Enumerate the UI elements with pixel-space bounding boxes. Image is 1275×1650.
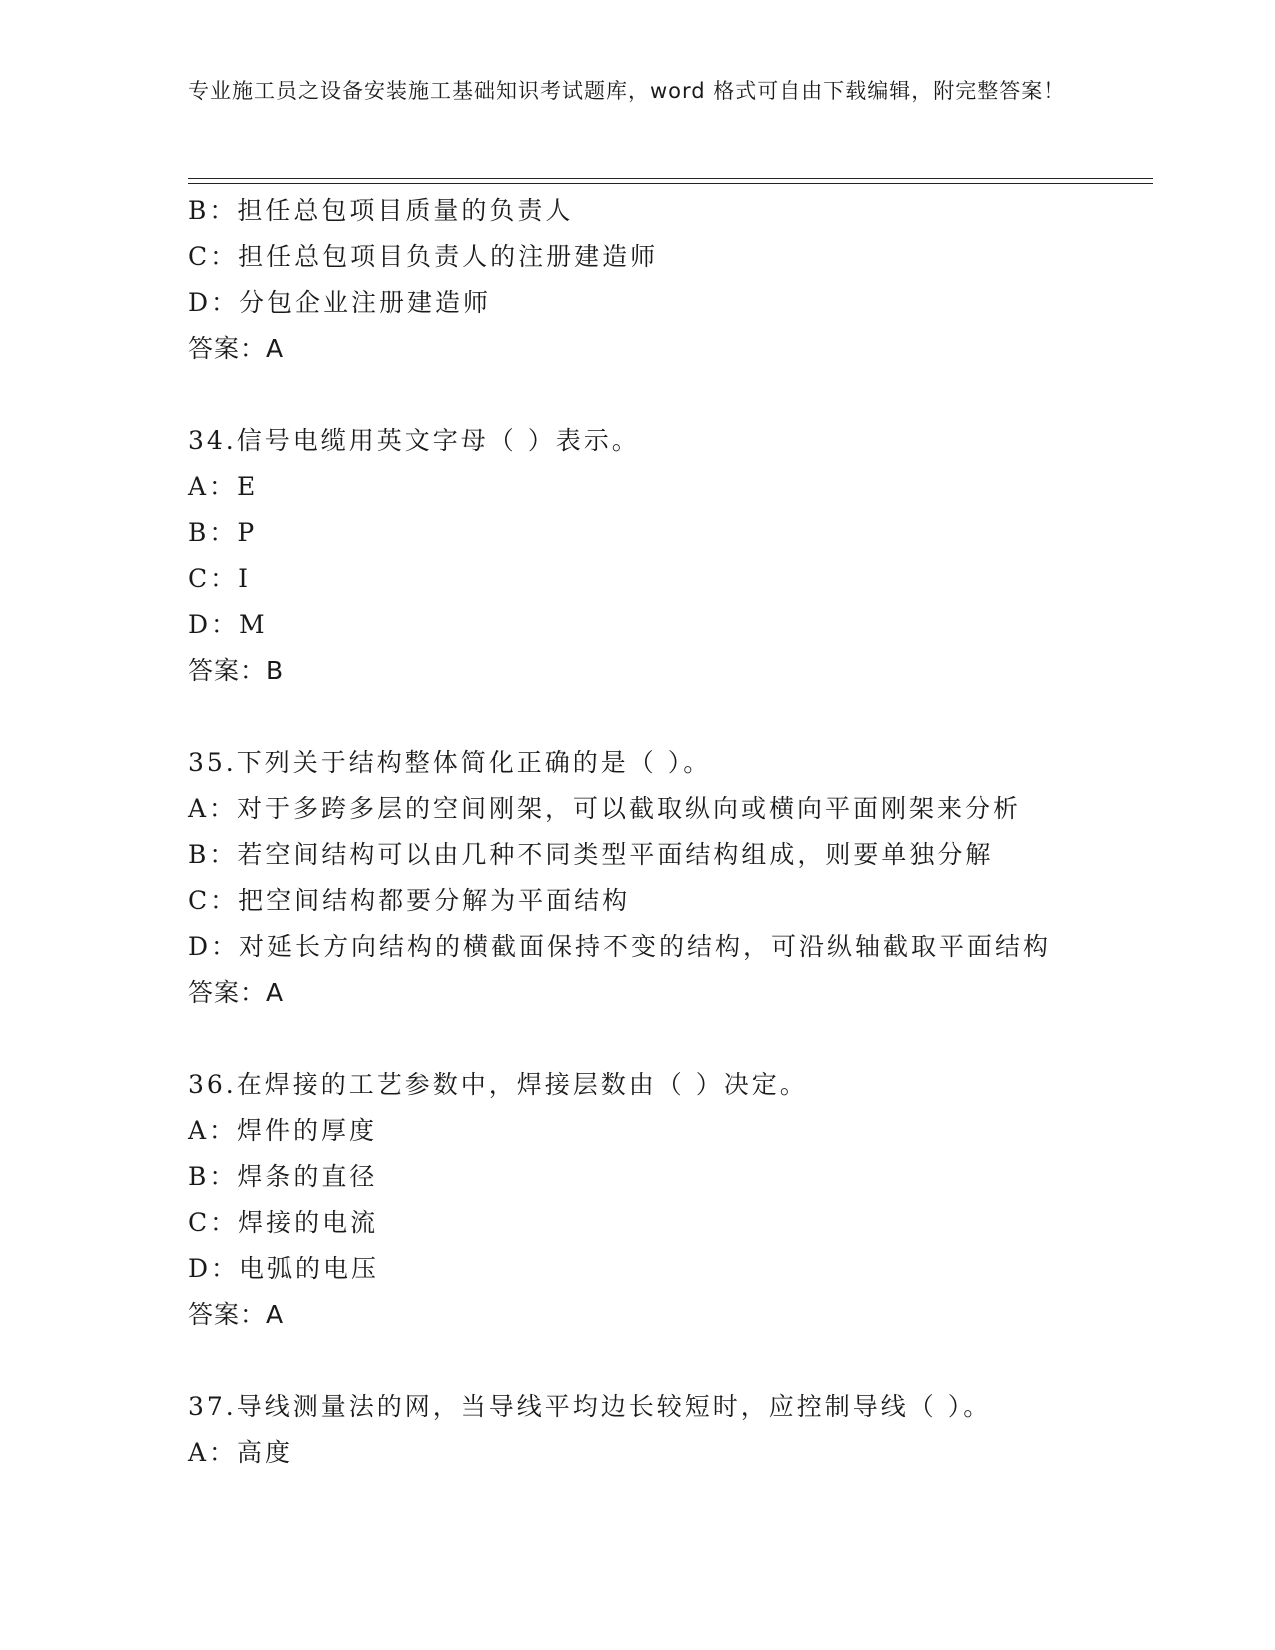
question-36 <box>188 1062 1088 1338</box>
question-stem: 36.在焊接的工艺参数中，焊接层数由（ ）决定。 <box>188 1070 808 1099</box>
option-a: A：E <box>188 472 259 501</box>
option-c: C：担任总包项目负责人的注册建造师 <box>188 242 659 271</box>
header-divider <box>188 178 1153 179</box>
question-stem: 34.信号电缆用英文字母（ ）表示。 <box>188 426 640 455</box>
spacer <box>188 1016 1088 1062</box>
option-d: D：M <box>188 610 268 639</box>
option-b: B：焊条的直径 <box>188 1162 378 1191</box>
answer-line: 答案：A <box>188 978 285 1007</box>
option-b: B：若空间结构可以由几种不同类型平面结构组成，则要单独分解 <box>188 840 994 869</box>
answer-line: 答案：A <box>188 334 285 363</box>
question-35 <box>188 740 1088 1016</box>
header-note: 专业施工员之设备安装施工基础知识考试题库，word 格式可自由下载编辑，附完整答案！ <box>188 79 1066 103</box>
question-33-tail <box>188 188 1088 372</box>
question-34 <box>188 418 1088 694</box>
header-divider-secondary <box>188 183 1153 184</box>
option-a: A：高度 <box>188 1438 294 1467</box>
option-c: C：I <box>188 564 252 593</box>
option-c: C：把空间结构都要分解为平面结构 <box>188 886 631 915</box>
option-d: D：电弧的电压 <box>188 1254 380 1283</box>
option-b: B：P <box>188 518 258 547</box>
question-stem: 37.导线测量法的网，当导线平均边长较短时，应控制导线（ ）。 <box>188 1392 992 1421</box>
spacer <box>188 372 1088 418</box>
spacer <box>188 694 1088 740</box>
question-37 <box>188 1384 1088 1476</box>
spacer <box>188 1338 1088 1384</box>
option-a: A：焊件的厚度 <box>188 1116 378 1145</box>
option-d: D：分包企业注册建造师 <box>188 288 492 317</box>
option-b: B：担任总包项目质量的负责人 <box>188 196 574 225</box>
question-stem: 35.下列关于结构整体简化正确的是（ ）。 <box>188 748 712 777</box>
question-list <box>188 188 1088 1476</box>
option-d: D：对延长方向结构的横截面保持不变的结构，可沿纵轴截取平面结构 <box>188 932 1052 961</box>
option-c: C：焊接的电流 <box>188 1208 379 1237</box>
option-a: A：对于多跨多层的空间刚架，可以截取纵向或横向平面刚架来分析 <box>188 794 1022 823</box>
answer-line: 答案：B <box>188 656 285 685</box>
answer-line: 答案：A <box>188 1300 285 1329</box>
